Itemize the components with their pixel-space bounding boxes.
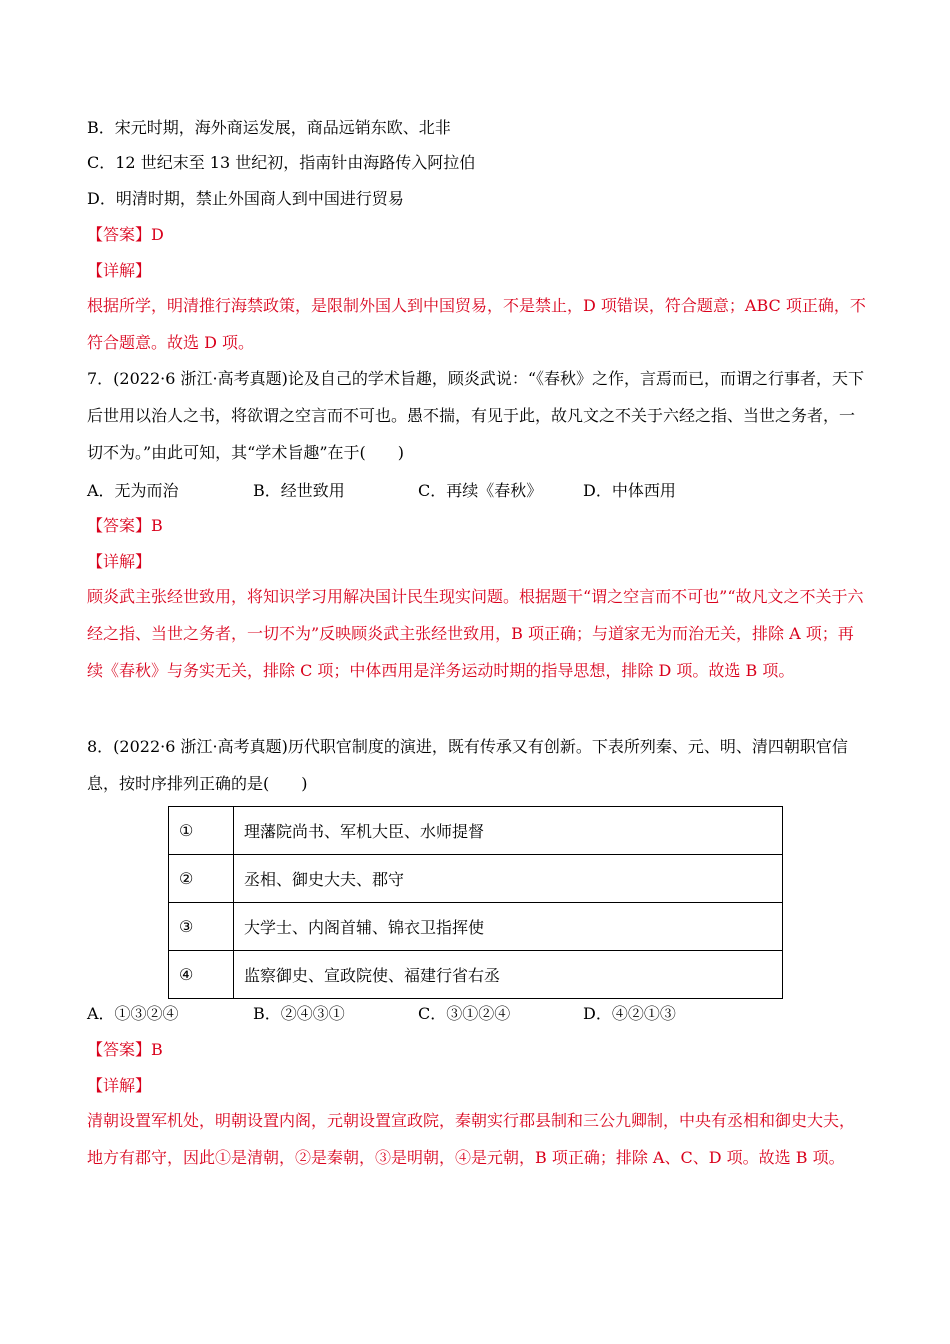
q8-options (87, 1004, 867, 1024)
q7-options (87, 481, 867, 501)
row-number: ③ (169, 903, 234, 951)
q7-answer: 【答案】B (87, 516, 163, 535)
row-officials: 丞相、御史大夫、郡守 (234, 855, 783, 903)
q7-option-d: D．中体西用 (583, 481, 676, 500)
row-officials: 大学士、内阁首辅、锦衣卫指挥使 (234, 903, 783, 951)
q8-option-b: B．②④③① (253, 1004, 345, 1023)
row-number: ② (169, 855, 234, 903)
row-officials: 监察御史、宣政院使、福建行省右丞 (234, 951, 783, 999)
q7-detail-text: 顾炎武主张经世致用，将知识学习用解决国计民生现实问题。根据题干“谓之空言而不可也”“故凡文之不关于六经之指、当世之务者，一切不为”反映顾炎武主张经世致用，B 项正确；与道家无为而治无关，排除 A 项；再续《春秋》与务实无关，排除 C 项；中体西用是洋务运动时期的指导思想，排除 D 项。故选 B 项。 (87, 587, 864, 680)
table-row (169, 951, 783, 999)
q7-stem: 7．(2022·6 浙江·高考真题)论及自己的学术旨趣，顾炎武说：“《春秋》之作，言焉而已，而谓之行事者，天下后世用以治人之书，将欲谓之空言而不可也。愚不揣，有见于此，故凡文之不关于六经之指、当世之务者，一切不为。”由此可知，其“学术旨趣”在于( ) (87, 369, 865, 462)
q8-officials-table (168, 806, 783, 999)
q8-answer: 【答案】B (87, 1040, 163, 1059)
q6-answer: 【答案】D (87, 225, 164, 244)
table-row (169, 855, 783, 903)
q7-option-a: A．无为而治 (87, 481, 179, 500)
q6-option-b: B．宋元时期，海外商运发展，商品远销东欧、北非 (87, 118, 451, 137)
q8-detail-label: 【详解】 (87, 1076, 152, 1095)
q6-detail-label: 【详解】 (87, 261, 152, 280)
q8-detail-text: 清朝设置军机处，明朝设置内阁，元朝设置宣政院，秦朝实行郡县制和三公九卿制，中央有丞相和御史大夫，地方有郡守，因此①是清朝，②是秦朝，③是明朝，④是元朝，B 项正确；排除 A、C、D 项。故选 B 项。 (87, 1111, 856, 1167)
table-row (169, 807, 783, 855)
q8-option-a: A．①③②④ (87, 1004, 179, 1023)
q8-option-c: C．③①②④ (418, 1004, 511, 1023)
q8-option-d: D．④②①③ (583, 1004, 676, 1023)
row-number: ① (169, 807, 234, 855)
q6-option-c: C．12 世纪末至 13 世纪初，指南针由海路传入阿拉伯 (87, 153, 476, 172)
q6-detail-text: 根据所学，明清推行海禁政策，是限制外国人到中国贸易，不是禁止，D 项错误，符合题意；ABC 项正确，不符合题意。故选 D 项。 (87, 296, 866, 352)
q7-detail-label: 【详解】 (87, 552, 152, 571)
q7-option-b: B．经世致用 (253, 481, 345, 500)
table-row (169, 903, 783, 951)
row-number: ④ (169, 951, 234, 999)
q6-option-d: D．明清时期，禁止外国商人到中国进行贸易 (87, 189, 404, 208)
q8-stem: 8．(2022·6 浙江·高考真题)历代职官制度的演进，既有传承又有创新。下表所列秦、元、明、清四朝职官信息，按时序排列正确的是( ) (87, 737, 848, 793)
q7-option-c: C．再续《春秋》 (418, 481, 543, 500)
row-officials: 理藩院尚书、军机大臣、水师提督 (234, 807, 783, 855)
